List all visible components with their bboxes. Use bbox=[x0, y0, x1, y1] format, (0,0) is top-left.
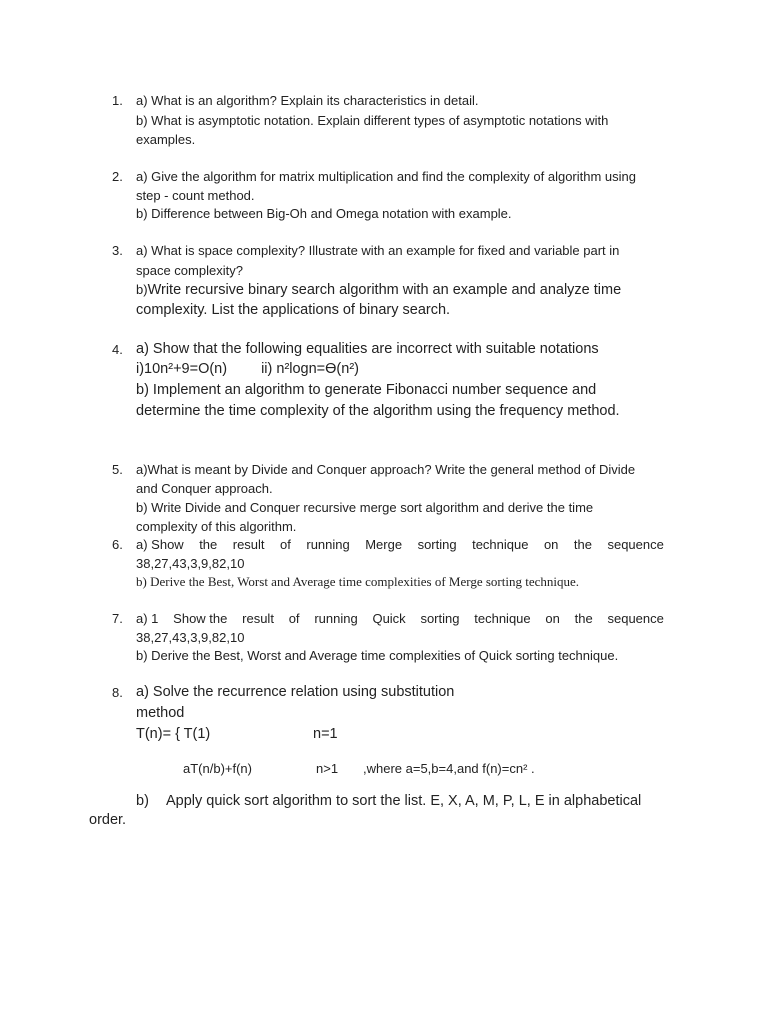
part-a-line-1: a) Give the algorithm for matrix multiplication and find the complexity of algorithm using bbox=[136, 169, 636, 184]
part-b-line-2: examples. bbox=[136, 132, 196, 147]
question-number: 8. bbox=[112, 685, 123, 700]
word: technique bbox=[474, 611, 531, 626]
part-b-line-1: b) Write Divide and Conquer recursive merge sort algorithm and derive the time bbox=[136, 500, 594, 515]
question-number: 7. bbox=[112, 611, 123, 626]
equality-2: ii) n²logn=Ɵ(n²) bbox=[261, 361, 359, 377]
part-b: b) Difference between Big-Oh and Omega notation with example. bbox=[136, 206, 512, 221]
part-a-line-1: a)What is meant by Divide and Conquer approach? Write the general method of Divide bbox=[136, 462, 636, 477]
part-b-text: Write recursive binary search algorithm with an example and analyze time bbox=[147, 282, 622, 298]
part-b-line-1: b) What is asymptotic notation. Explain different types of asymptotic notations with bbox=[136, 113, 609, 128]
word: of bbox=[280, 537, 291, 552]
part-b-line-2: order. bbox=[89, 812, 127, 828]
word: the bbox=[573, 537, 592, 552]
recurrence-condition-1: n=1 bbox=[313, 726, 338, 742]
word: the bbox=[574, 611, 593, 626]
recurrence-condition-2: n>1 bbox=[316, 761, 339, 776]
word: a) Show bbox=[136, 537, 184, 552]
question-number: 5. bbox=[112, 462, 123, 477]
equalities-line bbox=[136, 359, 359, 379]
word: sequence bbox=[607, 537, 664, 552]
recurrence-case-2: aT(n/b)+f(n) bbox=[183, 761, 252, 776]
word: result bbox=[232, 537, 265, 552]
part-b: b) Derive the Best, Worst and Average time complexities of Quick sorting technique. bbox=[136, 648, 619, 663]
part-b: b) Derive the Best, Worst and Average time complexities of Merge sorting technique. bbox=[136, 574, 580, 589]
part-a-line-2: space complexity? bbox=[136, 263, 243, 278]
word: Show the bbox=[173, 611, 228, 626]
word: Merge bbox=[365, 537, 403, 552]
question-number: 1. bbox=[112, 93, 123, 108]
part-a-line-1: a) What is space complexity? Illustrate with an example for fixed and variable part in bbox=[136, 243, 620, 258]
question-number: 2. bbox=[112, 169, 123, 184]
equality-1: i)10n²+9=O(n) bbox=[136, 361, 228, 377]
part-b-line-1: b) Implement an algorithm to generate Fibonacci number sequence and bbox=[136, 382, 597, 398]
part-a-line-2: step - count method. bbox=[136, 188, 255, 203]
part-b-label: b) bbox=[136, 793, 149, 809]
recurrence-case-1: T(n)= { T(1) bbox=[136, 726, 211, 742]
question-number: 3. bbox=[112, 243, 123, 258]
word: Quick bbox=[372, 611, 406, 626]
part-a-line-1: a) Solve the recurrence relation using substitution bbox=[136, 684, 455, 700]
part-a-justified bbox=[136, 535, 664, 554]
part-b-label: b) bbox=[136, 282, 148, 297]
part-a-line-2: and Conquer approach. bbox=[136, 481, 273, 496]
word: of bbox=[288, 611, 300, 626]
question-number: 6. bbox=[112, 537, 123, 552]
part-a: a) Show that the following equalities are incorrect with suitable notations bbox=[136, 341, 599, 357]
word: sorting bbox=[420, 611, 460, 626]
part-a-line-2: method bbox=[136, 705, 185, 721]
sequence: 38,27,43,3,9,82,10 bbox=[136, 556, 245, 571]
part-a-justified bbox=[136, 609, 664, 628]
word: running bbox=[314, 611, 358, 626]
word: on bbox=[543, 537, 559, 552]
recurrence-parameters: ,where a=5,b=4,and f(n)=cn² . bbox=[363, 761, 535, 776]
word: the bbox=[199, 537, 218, 552]
part-b-line-2: determine the time complexity of the algorithm using the frequency method. bbox=[136, 403, 620, 419]
sequence: 38,27,43,3,9,82,10 bbox=[136, 630, 245, 645]
word: running bbox=[306, 537, 350, 552]
word: technique bbox=[472, 537, 529, 552]
word: sequence bbox=[607, 611, 664, 626]
part-b-line-1 bbox=[136, 280, 621, 300]
word: sorting bbox=[417, 537, 457, 552]
word: on bbox=[545, 611, 560, 626]
question-number: 4. bbox=[112, 342, 123, 357]
word: a) 1 bbox=[136, 611, 159, 626]
part-b-line-2: complexity of this algorithm. bbox=[136, 519, 297, 534]
part-b-line-1: Apply quick sort algorithm to sort the list. E, X, A, M, P, L, E in alphabetical bbox=[166, 793, 642, 809]
part-a: a) What is an algorithm? Explain its characteristics in detail. bbox=[136, 93, 479, 108]
word: result bbox=[242, 611, 274, 626]
part-b-line-2: complexity. List the applications of binary search. bbox=[136, 302, 451, 318]
